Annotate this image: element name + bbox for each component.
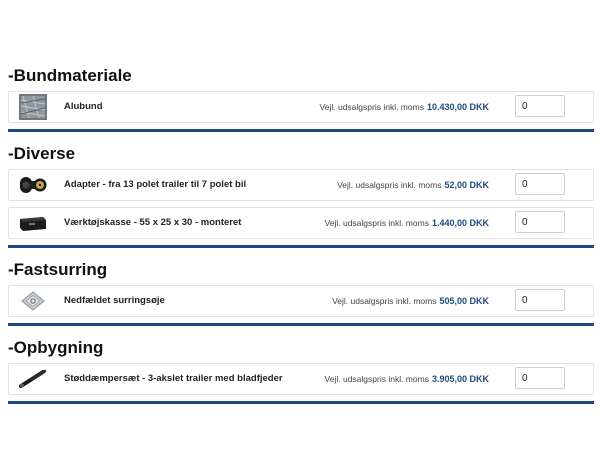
product-name: Adapter - fra 13 polet trailer til 7 polet bil — [64, 179, 247, 190]
price-prefix: Vejl. udsalgspris inkl. moms — [319, 102, 424, 112]
product-name: Alubund — [64, 101, 103, 112]
section-title: -Fastsurring — [8, 260, 108, 279]
shock-absorber-image — [19, 366, 47, 392]
quantity-input[interactable] — [515, 95, 565, 117]
product-row — [8, 91, 594, 123]
section-bundmateriale — [8, 64, 594, 132]
product-price — [320, 92, 489, 122]
section-divider — [8, 323, 594, 326]
price-prefix: Vejl. udsalgspris inkl. moms — [332, 296, 437, 306]
product-price — [332, 286, 489, 316]
price-amount: 505,00 DKK — [439, 296, 489, 306]
section-divider — [8, 129, 594, 132]
price-amount: 3.905,00 DKK — [431, 374, 489, 384]
section-title: -Opbygning — [8, 338, 104, 357]
product-price — [337, 170, 489, 200]
section-divider — [8, 245, 594, 248]
product-name: Nedfældet surringsøje — [64, 295, 165, 306]
product-name: Støddæmpersæt - 3-akslet trailer med bladfjeder — [64, 373, 283, 384]
section-title: -Bundmateriale — [8, 66, 132, 85]
product-row — [8, 285, 594, 317]
section-fastsurring — [8, 258, 594, 326]
product-name: Værktøjskasse - 55 x 25 x 30 - monteret — [64, 217, 242, 228]
quantity-input[interactable] — [515, 173, 565, 195]
price-amount: 10.430,00 DKK — [426, 102, 489, 112]
price-prefix: Vejl. udsalgspris inkl. moms — [337, 180, 442, 190]
price-amount: 52,00 DKK — [444, 180, 489, 190]
product-row — [8, 207, 594, 239]
product-price — [325, 208, 489, 238]
product-price — [325, 364, 489, 394]
lashing-eye-image — [19, 288, 47, 314]
price-amount: 1.440,00 DKK — [431, 218, 489, 228]
accessory-list — [8, 64, 594, 414]
section-opbygning — [8, 336, 594, 404]
quantity-input[interactable] — [515, 211, 565, 233]
product-row — [8, 363, 594, 395]
quantity-input[interactable] — [515, 289, 565, 311]
section-title: -Diverse — [8, 144, 76, 163]
price-prefix: Vejl. udsalgspris inkl. moms — [324, 374, 429, 384]
product-row — [8, 169, 594, 201]
toolbox-image — [19, 210, 47, 236]
section-divider — [8, 401, 594, 404]
price-prefix: Vejl. udsalgspris inkl. moms — [324, 218, 429, 228]
section-diverse — [8, 142, 594, 248]
quantity-input[interactable] — [515, 367, 565, 389]
alubund-image — [19, 94, 47, 120]
adapter-plug-image — [19, 172, 47, 198]
